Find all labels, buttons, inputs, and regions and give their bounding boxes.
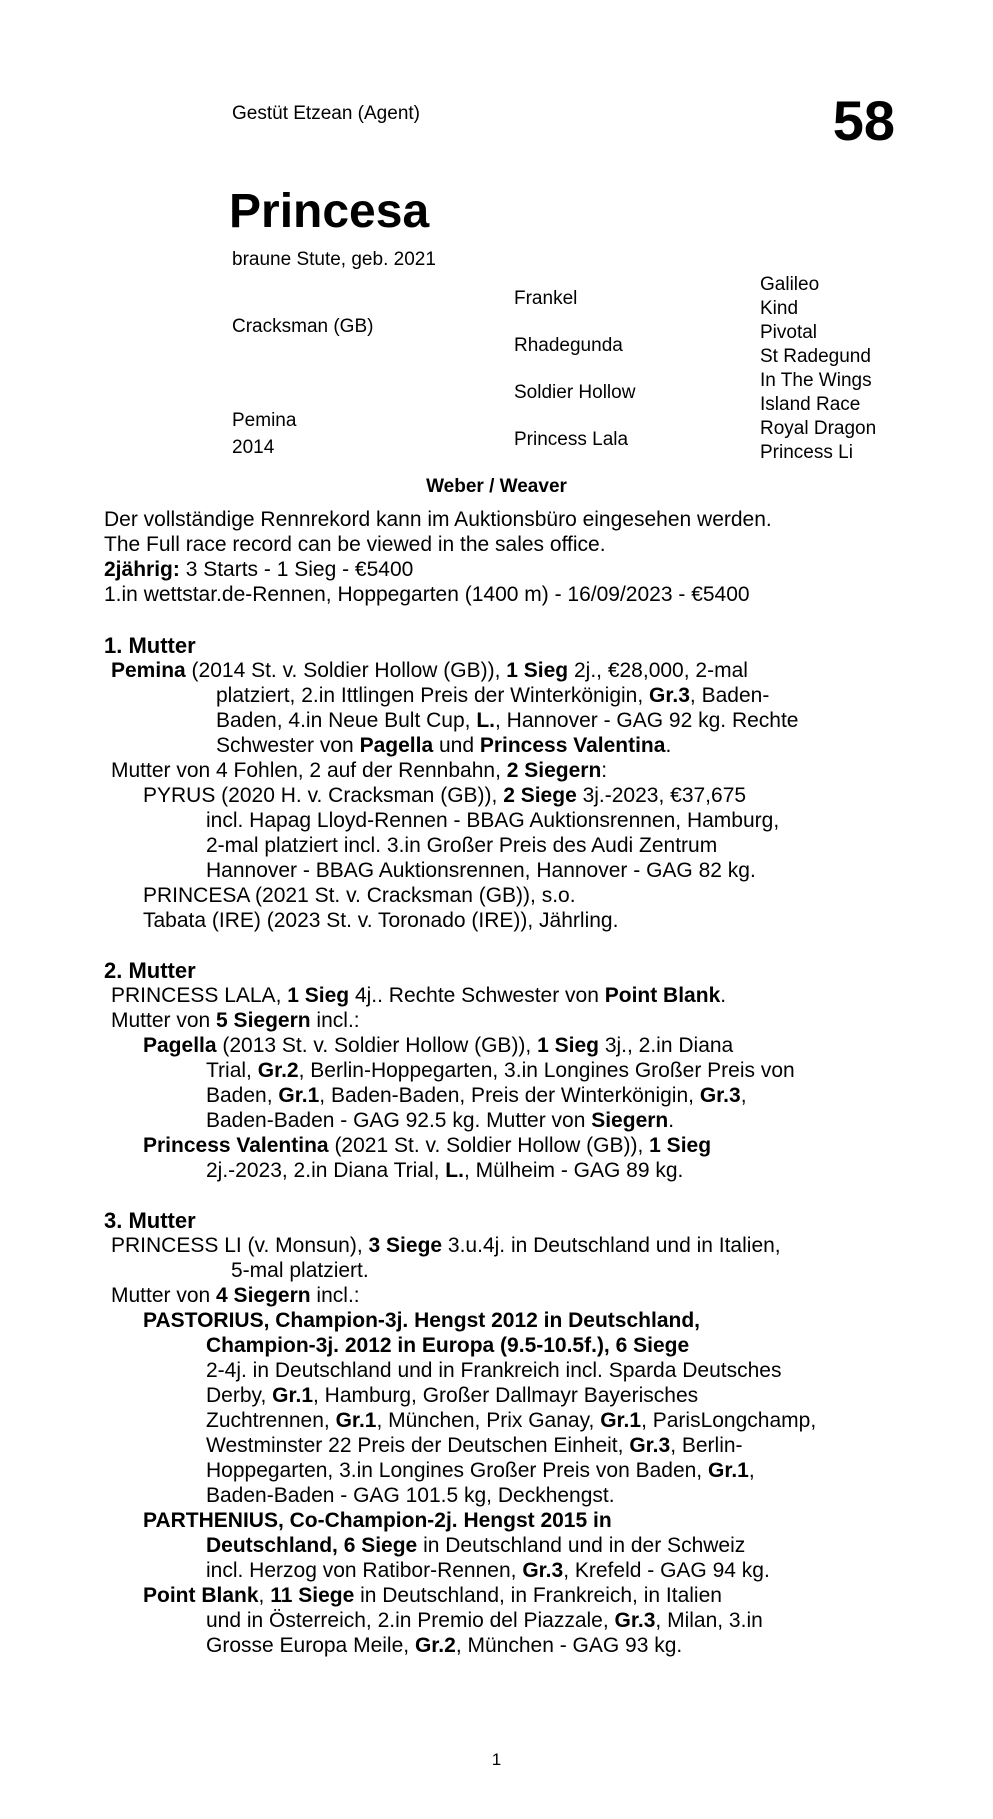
grade: L. xyxy=(476,709,496,732)
championship: Champion-3j. 2012 in Europa (9.5-10.5f.), 6 Siege xyxy=(206,1334,690,1357)
text: 3j., 2.in Diana xyxy=(598,1034,734,1057)
text: , Hamburg, Großer Dallmayr Bayerisches xyxy=(313,1384,699,1407)
wins: 1 Sieg xyxy=(287,984,350,1007)
text: Mutter von 4 Fohlen, 2 auf der Rennbahn, xyxy=(111,759,507,782)
offspring-line: PRINCESA (2021 St. v. Cracksman (GB)), s.o. xyxy=(143,884,576,907)
text: Mutter von xyxy=(111,1284,217,1307)
championship: Deutschland, 6 Siege xyxy=(206,1534,418,1557)
grade: Gr.2 xyxy=(257,1059,299,1082)
breeder: Weber / Weaver xyxy=(426,476,567,497)
wins: 3 Siege xyxy=(368,1234,443,1257)
pedigree-gen3: Kind xyxy=(760,298,799,319)
text: Hoppegarten, 3.in Longines Großer Preis von Baden, xyxy=(206,1459,708,1482)
wins: 11 Siege xyxy=(270,1584,355,1607)
text: (2013 St. v. Soldier Hollow (GB)), xyxy=(216,1034,538,1057)
text: . xyxy=(668,1109,675,1132)
text: PYRUS (2020 H. v. Cracksman (GB)), xyxy=(143,784,504,807)
text: , Mülheim - GAG 89 kg. xyxy=(463,1159,684,1182)
pedigree-gen2: Rhadegunda xyxy=(514,335,623,356)
text: 2j.-2023, 2.in Diana Trial, xyxy=(206,1159,446,1182)
text: incl.: xyxy=(310,1009,360,1032)
two-year-old-stats: 3 Starts - 1 Sieg - €5400 xyxy=(179,558,414,581)
first-dam-entry xyxy=(111,658,799,933)
text: , Baden- xyxy=(689,684,770,707)
text: Hannover - BBAG Auktionsrennen, Hannover - GAG 82 kg. xyxy=(206,859,756,882)
third-dam-entry xyxy=(111,1233,816,1658)
pedigree-gen3: Royal Dragon xyxy=(760,418,877,439)
intro-line: The Full race record can be viewed in the sales office. xyxy=(104,533,606,556)
grade: Gr.1 xyxy=(278,1084,320,1107)
pedigree-gen3: In The Wings xyxy=(760,370,872,391)
horse-name: Princesa xyxy=(229,185,430,238)
race-win: 1.in wettstar.de-Rennen, Hoppegarten (1400 m) - 16/09/2023 - €5400 xyxy=(104,583,750,606)
text: Zuchtrennen, xyxy=(206,1409,336,1432)
winner-count: 5 Siegern xyxy=(216,1009,311,1032)
pedigree-gen3: Princess Li xyxy=(760,442,853,463)
text: 5-mal platziert. xyxy=(231,1259,369,1282)
section-heading: 1. Mutter xyxy=(104,633,196,658)
offspring-line: Tabata (IRE) (2023 St. v. Toronado (IRE)), Jährling. xyxy=(143,909,619,932)
grade: Gr.3 xyxy=(649,684,690,707)
pedigree-gen3: Galileo xyxy=(760,274,820,295)
winner-count: Siegern xyxy=(591,1109,669,1132)
text: , München - GAG 93 kg. xyxy=(455,1634,683,1657)
wins: 1 Sieg xyxy=(537,1034,599,1057)
championship: , Co-Champion-2j. Hengst 2015 in xyxy=(277,1509,612,1532)
championship: , Champion-3j. Hengst 2012 in Deutschland, xyxy=(263,1309,700,1332)
intro-line: Der vollständige Rennrekord kann im Auktionsbüro eingesehen werden. xyxy=(104,508,772,531)
text: PRINCESS LI (v. Monsun), xyxy=(111,1234,369,1257)
text: und in Österreich, 2.in Premio del Piazzale, xyxy=(206,1609,615,1632)
text: , xyxy=(740,1084,747,1107)
text: Schwester von xyxy=(216,734,360,757)
text: Baden-Baden - GAG 92.5 kg. Mutter von xyxy=(206,1109,592,1132)
two-year-old-label: 2jährig: xyxy=(104,558,180,581)
text: , Berlin-Hoppegarten, 3.in Longines Großer Preis von xyxy=(298,1059,795,1082)
text: , Krefeld - GAG 94 kg. xyxy=(563,1559,770,1582)
offspring-name: PARTHENIUS xyxy=(143,1509,278,1532)
winner-count: 4 Siegern xyxy=(216,1284,311,1307)
text: , Milan, 3.in xyxy=(655,1609,763,1632)
text: in Deutschland, in Frankreich, in Italien xyxy=(354,1584,722,1607)
text: (2014 St. v. Soldier Hollow (GB)), xyxy=(185,659,507,682)
relative-name: Princess Valentina xyxy=(479,734,666,757)
text: 2j., €28,000, 2-mal xyxy=(568,659,748,682)
winner-count: 2 Siegern xyxy=(506,759,602,782)
offspring-name: Point Blank xyxy=(143,1584,259,1607)
grade: Gr.3 xyxy=(522,1559,564,1582)
text: 3.u.4j. in Deutschland und in Italien, xyxy=(442,1234,781,1257)
text: , Berlin- xyxy=(670,1434,743,1457)
wins: 2 Siege xyxy=(503,784,577,807)
grade: Gr.1 xyxy=(600,1409,642,1432)
text: Derby, xyxy=(206,1384,273,1407)
text: , München, Prix Ganay, xyxy=(376,1409,601,1432)
pedigree-gen2: Princess Lala xyxy=(514,429,629,450)
grade: Gr.3 xyxy=(699,1084,741,1107)
text: Baden, xyxy=(206,1084,279,1107)
grade: L. xyxy=(445,1159,464,1182)
lot-number: 58 xyxy=(832,89,895,152)
pedigree-gen3: Pivotal xyxy=(760,322,818,343)
text: platziert, 2.in Ittlingen Preis der Winterkönigin, xyxy=(216,684,650,707)
text: Baden, 4.in Neue Bult Cup, xyxy=(216,709,477,732)
text: , Hannover - GAG 92 kg. Rechte xyxy=(495,709,799,732)
consignor: Gestüt Etzean (Agent) xyxy=(232,103,420,124)
text: incl. Herzog von Ratibor-Rennen, xyxy=(206,1559,523,1582)
grade: Gr.1 xyxy=(707,1459,749,1482)
pedigree-gen3: St Radegund xyxy=(760,346,871,367)
text: und xyxy=(433,734,480,757)
text: , xyxy=(748,1459,755,1482)
text: , xyxy=(258,1584,271,1607)
text: . xyxy=(665,734,672,757)
relative-name: Pagella xyxy=(359,734,434,757)
text: 2-4j. in Deutschland und in Frankreich incl. Sparda Deutsches xyxy=(206,1359,782,1382)
text: Trial, xyxy=(206,1059,258,1082)
wins: 1 Sieg xyxy=(649,1134,712,1157)
text: , Baden-Baden, Preis der Winterkönigin, xyxy=(319,1084,700,1107)
offspring-name: Pagella xyxy=(143,1034,217,1057)
section-heading: 2. Mutter xyxy=(104,958,196,983)
text: 3j.-2023, €37,675 xyxy=(576,784,747,807)
pedigree-gen2: Frankel xyxy=(514,288,578,309)
text: Grosse Europa Meile, xyxy=(206,1634,415,1657)
text: (2021 St. v. Soldier Hollow (GB)), xyxy=(328,1134,650,1157)
text: incl. Hapag Lloyd-Rennen - BBAG Auktionsrennen, Hamburg, xyxy=(206,809,780,832)
offspring-name: PASTORIUS xyxy=(143,1309,264,1332)
text: 4j.. Rechte Schwester von xyxy=(349,984,605,1007)
text: Baden-Baden - GAG 101.5 kg, Deckhengst. xyxy=(206,1484,615,1507)
text: , ParisLongchamp, xyxy=(641,1409,817,1432)
pedigree-gen2: Soldier Hollow xyxy=(514,382,636,403)
dam-year: 2014 xyxy=(232,437,275,458)
grade: Gr.1 xyxy=(335,1409,377,1432)
sire: Cracksman (GB) xyxy=(232,316,374,337)
page-number: 1 xyxy=(491,1750,502,1769)
text: 2-mal platziert incl. 3.in Großer Preis des Audi Zentrum xyxy=(206,834,718,857)
grade: Gr.2 xyxy=(414,1634,456,1657)
text: . xyxy=(720,984,727,1007)
dam-name: Pemina xyxy=(111,659,186,682)
text: in Deutschland und in der Schweiz xyxy=(417,1534,746,1557)
text: Westminster 22 Preis der Deutschen Einheit, xyxy=(206,1434,630,1457)
grade: Gr.3 xyxy=(629,1434,671,1457)
text: PRINCESS LALA, xyxy=(111,984,288,1007)
race-record-intro xyxy=(104,507,772,607)
grade: Gr.3 xyxy=(614,1609,656,1632)
grade: Gr.1 xyxy=(272,1384,314,1407)
offspring-name: Princess Valentina xyxy=(143,1134,329,1157)
text: incl.: xyxy=(310,1284,360,1307)
second-dam-entry xyxy=(111,983,795,1183)
dam: Pemina xyxy=(232,410,297,431)
text: Mutter von xyxy=(111,1009,217,1032)
text: : xyxy=(601,759,608,782)
pedigree-gen3: Island Race xyxy=(760,394,861,415)
wins: 1 Sieg xyxy=(506,659,569,682)
relative-name: Point Blank xyxy=(604,984,721,1007)
two-year-old-record xyxy=(104,557,772,582)
section-heading: 3. Mutter xyxy=(104,1208,196,1233)
horse-description: braune Stute, geb. 2021 xyxy=(232,249,436,270)
